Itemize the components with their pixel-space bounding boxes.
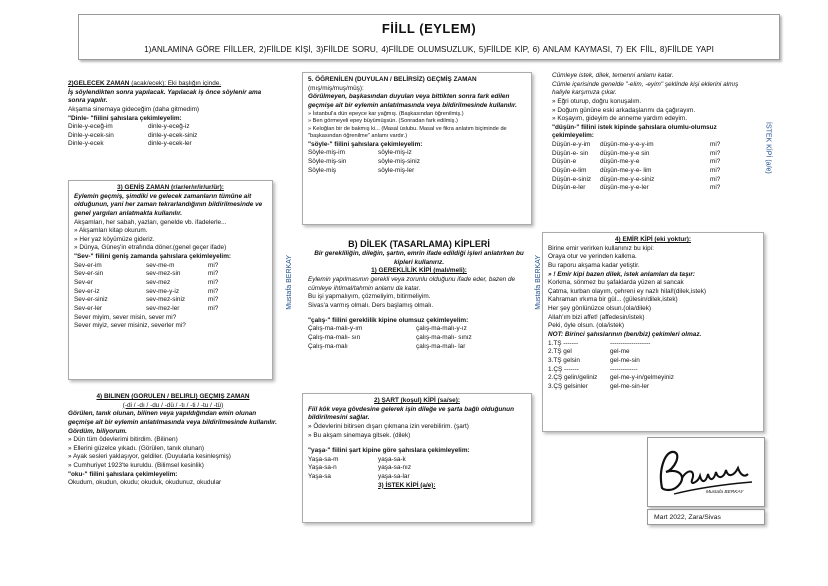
table-row: 2.ÇŞ gelin/geliniz gel-me-y-in/gelmeyiniz: [548, 374, 674, 382]
sart-heading: 2) ŞART (koşul) KİPİ (sa/se):: [374, 397, 460, 404]
emir-line2-4: Allah'ım bizi affet! (affedesin/istek): [548, 313, 645, 321]
genis-section: [68, 180, 273, 380]
table-row: 3.TŞ gelsin gel-me-sin: [548, 356, 640, 364]
table-row: Sev-er-siniz sev-mez-siniz mi?: [74, 296, 219, 304]
emir-line2-1: Çatma, kurban olayım, çehreni ey nazlı hilal!(dilek,istek): [548, 287, 707, 295]
sart-line-0: » Ödevlerini bitirsen dışarı çıkmana izin verebilirim. (şart): [308, 422, 469, 430]
emir-heading: 4) EMİR KİPİ (eki yoktur):: [615, 236, 691, 243]
dilek-sub1: 1) GEREKLİLİK KİPİ (malı/meli):: [371, 267, 467, 275]
table-row: Düşün-e-y-im düşün-me-y-e-y-im mi?: [552, 141, 721, 149]
table-row: Çalış-ma-malı-y-ım çalış-ma-malı-y-ız: [308, 325, 467, 333]
emir-line2-5: Peki, öyle olsun. (ola/istek): [548, 322, 625, 330]
table-row: Çalış-ma-malı- sın çalış-ma-malı- sınız: [308, 333, 472, 341]
table-row: Düşün-e- sin düşün-me-y-e sin mi?: [552, 149, 721, 157]
genis-desc: Eylemin geçmiş, şimdiki ve gelecek zamanların tümüne ait olduğunun, yani her zaman tekrarlandığının bildirilmesinde ve genel yargıları anlatmakta kullanılır.: [74, 192, 263, 217]
gelecek-example: Akşama sinemaya gideceğim (daha gitmedim): [68, 105, 200, 113]
sart-section: [302, 393, 532, 523]
dilek-conj-table: [308, 325, 478, 351]
bilinen-line-3: » Cumhuriyet 1923'te kuruldu. (Bilimsel kesinlik): [68, 462, 204, 470]
gelecek-desc: İş söylendikten sonra yapılacak. Yapılacak iş önce söylenir ama sonra yapılır.: [68, 88, 262, 105]
table-row: Düşün-e-lim düşün-me-y-e- lim mi?: [552, 167, 721, 175]
side-label-left: Mustafa BERKAY: [286, 255, 293, 310]
table-row: Sev-er sev-mez mi?: [74, 279, 219, 287]
dilek-sub1-desc: Eylemin yapılmasının gerekli veya zorunlu olduğunu ifade eder, bazen de cümleye ihtimal/tahmin anlamı da katar.: [308, 276, 516, 292]
bilinen-heading: 4) BİLİNEN (GÖRÜLEN / BELİRLİ) GEÇMİŞ ZAMAN: [96, 393, 250, 400]
table-row: Yaşa-sa-m yaşa-sa-k: [308, 455, 406, 463]
sart-line-1: » Bu akşam sinemaya gitsek. (dilek): [308, 431, 411, 439]
istek-conj-table: [552, 141, 726, 193]
gelecek-heading-suffix: (acak/ecek): Eki başlığın içinde.: [129, 80, 222, 87]
istek-conj-title: "düşün-" fiilini istek kipinde şahıslara olumlu-olumsuz çekimleyelim:: [552, 123, 717, 140]
table-row: Söyle-miş-im söyle-miş-iz: [308, 149, 412, 157]
dilek-conj-title: "çalış-" fiilini gereklilik kipine olumsuz çekimleyelim:: [308, 316, 469, 324]
genis-line-1: » Akşamları kitap okurum.: [74, 227, 148, 235]
table-row: 1.TŞ ------- -------------------: [548, 339, 651, 347]
emir-line2-3: Her şey gönlünüzce olsun.(ola/dilek): [548, 305, 652, 313]
ogrenilen-desc: Görülmeyen, başkasından duyulan veya bittikten sonra fark edilen geçmişe ait bir eylemin anlatılmasında veya bildirilmesinde kullanılır.: [308, 93, 517, 109]
emir-line-1: Oraya otur ve yerinden kalkma.: [548, 253, 637, 261]
sart-conj-table: [308, 456, 417, 482]
title-box: [78, 14, 780, 60]
table-row: Sev-er-sin sev-mez-sin mi?: [74, 270, 219, 278]
genis-heading: 3) GENİŞ ZAMAN (r/ar/er/ır/ir/ur/ür):: [117, 184, 224, 191]
table-row: Yaşa-sa-n yaşa-sa-nız: [308, 464, 412, 472]
ogrenilen-line-2: » Keloğlan bir de bakmış ki... (Masal üslubu. Masal ve fikra anlatım biçiminde de "başkasından öğrenilme" anlamı vardır.): [308, 125, 507, 140]
side-label-right: Mustafa BERKAY: [535, 255, 542, 310]
sart-desc: Fiil kök veya gövdesine gelerek işin dileğe ve şarta bağlı olduğunun bildirilmesini sağlar.: [308, 405, 514, 422]
genis-line-0: Akşamları, her sabah, yazları, genelde vb. ifadelerle...: [74, 218, 227, 226]
table-row: 1.ÇŞ ------- -------------: [548, 365, 638, 373]
emir-conj-table: [548, 340, 680, 392]
bilinen-suffixes: (-di / -dı / -du / -dü / -tı / -ti / -tu / -tü): [122, 401, 224, 409]
table-row: Söyle-miş-sin söyle-miş-siniz: [308, 158, 420, 166]
emir-line2-2: Kahraman ırkıma bir gül... (gülesin/dilek,istek): [548, 296, 678, 304]
dilek-desc: Bir gerekliliğin, dileğin, şartın, emrin ifade edildiği işleri anlatırken bu kipleri kullanırız.: [314, 250, 524, 266]
dilek-heading: B) DİLEK (TASARLAMA) KİPLERİ: [348, 239, 490, 249]
page-title: FİİLL (EYLEM): [381, 21, 477, 36]
table-row: 2.TŞ gel gel-me: [548, 348, 630, 356]
emir-line-0: Birine emir verirken kullanınız bu kipi:: [548, 244, 654, 252]
table-row: Düşün-e-ler düşün-me-y-e-ler mi?: [552, 184, 721, 192]
ogrenilen-line-0: » İstanbul'a dün epeyce kar yağmış. (Başkasından öğrenilmiş.): [308, 110, 464, 117]
gelecek-section: [68, 80, 273, 172]
emir-line2-0: Korkma, sönmez bu şafaklarda yüzen al sancak: [548, 279, 684, 287]
table-row: Yaşa-sa yaşa-sa-lar: [308, 473, 410, 481]
ogrenilen-conj-title: "söyle-" fiilini şahıslara çekimleyelim:: [308, 140, 423, 148]
sart-conj-title: "yaşa-" fiilini şart kipine göre şahıslara çekimleyelim:: [308, 447, 470, 455]
bilinen-line-0: » Dün tüm ödevlerimi bitirdim. (Bilinen): [68, 436, 178, 444]
table-row: Sev-er-im sev-me-m mi?: [74, 261, 219, 269]
table-row: Sev-er-iz sev-me-y-iz mi?: [74, 287, 219, 295]
table-row: Düşün-e-siniz düşün-me-y-e-siniz mi?: [552, 175, 721, 183]
table-row: Söyle-miş söyle-miş-ler: [308, 166, 415, 174]
bilinen-line-2: » Ayak sesleri yaklaşıyor, geldiler. (Duyularla kesinleşmiş): [68, 453, 231, 461]
gelecek-heading: 2)GELECEK ZAMAN: [68, 80, 130, 87]
ogrenilen-line-1: » Ben görmeyeli epey büyümüşsün. (Sonradan fark edilmiş.): [308, 118, 458, 125]
gelecek-conj-title: "Dinle- "fiilini şahıslara çekimleyelim:: [68, 114, 182, 122]
istek-line-3: » Doğum gününe eski arkadaşlarımı da çağırayım.: [552, 106, 696, 114]
istek-line-2: » Eğri oturup, doğru konuşalım.: [552, 97, 642, 105]
genis-line-2: » Her yaz köyümüze gideriz.: [74, 235, 155, 243]
genis-conj-title: "Sev-" fiilini geniş zamanda şahıslara çekimleyelim:: [74, 253, 232, 261]
table-row: Düşün-e düşün-me-y-e mi?: [552, 158, 721, 166]
dilek-line-0: Bu işi yapmalıyım, çözmeliyim, bitirmeliyim.: [308, 293, 431, 301]
date-footer: Mart 2022, Zara/Sivas: [647, 509, 765, 525]
istek-line-1: Cümle içerisinde genelde "-elim, -eyim" şeklinde kişi eklerini almış haliyle karşımıza çıkar.: [552, 80, 739, 97]
genis-tail-0: Sever miyim, sever misin, sever mi?: [74, 313, 177, 321]
emir-line-2: Bu raporu akşama kadar yetiştir.: [548, 261, 640, 269]
bilinen-line-1: » Ellerini güzelce yıkadı. (Görülen, tanık olunan): [68, 444, 205, 452]
page-subtitle: 1)ANLAMINA GÖRE FİİLLER, 2)FİİLDE KİŞİ, 3)FİİLDE SORU, 4)FİİLDE OLUMSUZLUK, 5)FİİLDE KİP, 6) ANLAM KAYMASI, 7) EK FİİL, 8)FİİLDE YAPI: [144, 44, 714, 54]
istek-side-label: İSTEK KİPİ (a/e): [764, 122, 772, 174]
istek-line-4: » Koşayım, gideyim de anneme yardım edeyim.: [552, 115, 687, 123]
genis-conj-table: [74, 262, 224, 314]
sart-next-heading: 3) İSTEK KİPİ (a/e):: [378, 481, 436, 489]
genis-tail-1: Sever miyiz, sever misiniz, severler mi?: [74, 322, 186, 330]
istek-line-0: Cümleye istek, dilek, temenni anlamı katar.: [552, 72, 674, 79]
table-row: 3.ÇŞ gelsinler gel-me-sin-ler: [548, 382, 650, 390]
bilinen-conj-line: Okudum, okudun, okudu; okuduk, okudunuz, okudular: [68, 479, 222, 487]
emir-section: [542, 232, 764, 432]
emir-note: » ! Emir kipi bazen dilek, istek anlamları da taşır:: [548, 270, 696, 278]
ogrenilen-conj-table: [308, 149, 426, 175]
dilek-section: [308, 238, 530, 386]
bilinen-desc: Görülen, tanık olunan, bilinen veya yapıldığından emin olunan geçmişe ait bir eylemin anlatılmasında veya bildirilmesinde kullanılır. Gördüm, biliyorum.: [68, 410, 277, 435]
dilek-line-1: Sivas'a varmış olmalı. Ders başlamış olmalı.: [308, 301, 434, 309]
table-row: Dinle-y-ecek dinle-y-ecek-ler: [68, 140, 192, 148]
istek-section: [552, 72, 757, 222]
gelecek-conj-table: [68, 123, 203, 149]
table-row: Dinle-y-ecek-sin dinle-y-ecek-siniz: [68, 131, 198, 139]
emir-note2: NOT: Birinci şahıslarının (ben/biz) çekimleri olmaz.: [548, 331, 702, 339]
bilinen-section: [68, 393, 278, 523]
table-row: Çalış-ma-malı çalış-ma-malı- lar: [308, 342, 466, 350]
signature-caption: Mustafa BERKAY: [706, 490, 744, 495]
signature-box: [647, 437, 765, 507]
ogrenilen-heading: 5. ÖĞRENİLEN (DUYULAN / BELİRSİZ) GEÇMİŞ ZAMAN: [308, 76, 477, 83]
ogrenilen-suffixes: (mış/miş/muş/müş):: [308, 84, 364, 92]
bilinen-conj-title: "oku-" fiilini şahıslara çekimleyelim:: [68, 470, 178, 478]
ogrenilen-section: [302, 72, 532, 225]
table-row: Dinle-y-eceğ-im dinle-y-eceğ-iz: [68, 123, 190, 131]
genis-line-3: » Dünya, Güneş'in etrafında döner.(genel geçer ifade): [74, 244, 227, 252]
table-row: Sev-er-ler sev-mez-ler mi?: [74, 304, 219, 312]
